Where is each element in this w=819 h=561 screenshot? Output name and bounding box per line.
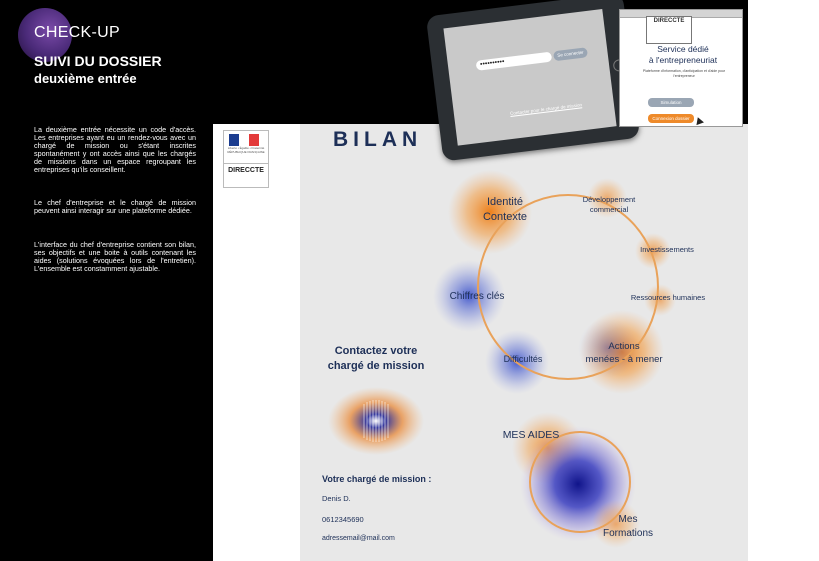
description-paragraph-3: L'interface du chef d'entreprise contient son bilan, ses objectifs et une boite à outils contenant les aides (solutions évoquées lors de l'entretien). L'ensemble est constamment ajustable. [34, 240, 196, 274]
tablet-screen [443, 9, 616, 146]
contact-link[interactable]: Contacter pour le chargé de mission [509, 102, 583, 117]
direccte-label: DIRECCTE [223, 163, 269, 174]
developpement-label[interactable]: Développement commercial [582, 195, 636, 214]
description-paragraph-2: Le chef d'entreprise et le chargé de mission peuvent ainsi interagir sur une plateforme dédiée. [34, 198, 196, 216]
aides-label[interactable]: MES AIDES [502, 429, 560, 441]
service-title: Service dédié à l'entrepreneuriat [648, 44, 718, 65]
checkup-logo-text: CHECK-UP [34, 24, 120, 41]
service-subtitle: Plateforme d'information, d'anticipation et d'aide pour l'entrepreneur [642, 69, 726, 78]
investissements-label[interactable]: Investissements [640, 245, 694, 254]
connexion-button[interactable]: Connexion dossier [648, 114, 694, 123]
actions-label[interactable]: Actions menées - à mener [585, 341, 663, 365]
browser-mockup [619, 9, 743, 127]
charge-email[interactable]: adressemail@mail.com [322, 535, 395, 542]
chiffres-label[interactable]: Chiffres clés [449, 291, 505, 302]
ressources-label[interactable]: Ressources humaines [630, 293, 706, 302]
browser-logo: DIRECCTE [646, 16, 692, 44]
page-subtitle: deuxième entrée [34, 71, 137, 86]
charge-name: Denis D. [322, 494, 351, 503]
cursor-icon [694, 116, 704, 125]
difficultes-label[interactable]: Difficultés [503, 354, 543, 364]
connect-button[interactable]: Se connecter [553, 47, 588, 61]
formations-label[interactable]: Mes Formations [602, 514, 653, 539]
simulation-button[interactable]: Simulation [648, 98, 694, 107]
marianne-text: Liberté • Égalité • Fraternité RÉPUBLIQUE FRANÇAISE [227, 146, 265, 154]
tablet-mockup [426, 0, 640, 162]
description-paragraph-1: La deuxième entrée nécessite un code d'accès. Les entreprises ayant eu un rendez-vous avec un chargé de mission ou s'étant inscrites spontanément y ont accès ainsi que les chargés de missions dans un espace regroupant les entreprises qu'ils conseillent. [34, 125, 196, 175]
identite-label[interactable]: Identité Contexte [482, 196, 528, 223]
bilan-title: BILAN [333, 128, 423, 151]
password-input[interactable]: •••••••••• [476, 52, 553, 71]
contact-title[interactable]: Contactez votre chargé de mission [327, 345, 425, 372]
page-title: SUIVI DU DOSSIER [34, 53, 162, 69]
charge-phone: 0612345690 [322, 515, 364, 524]
charge-label: Votre chargé de mission : [322, 474, 432, 484]
